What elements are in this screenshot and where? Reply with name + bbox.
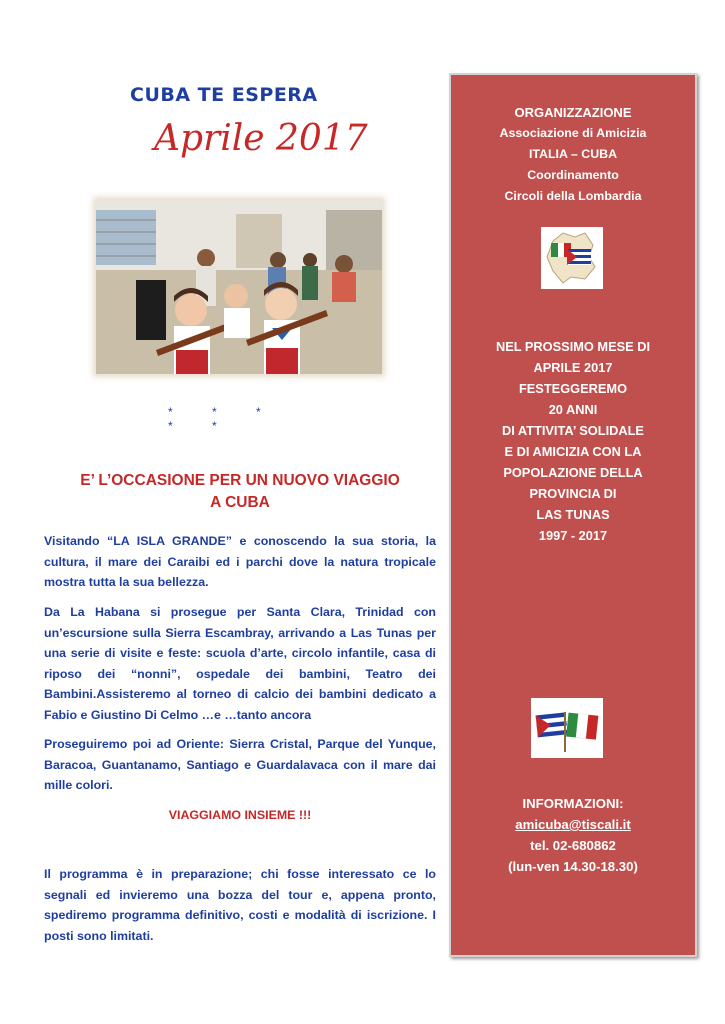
page-title: CUBA TE ESPERA — [130, 84, 318, 106]
section-heading — [42, 470, 438, 514]
org-line: Coordinamento — [527, 168, 619, 182]
intro-paragraph: Visitando “LA ISLA GRANDE” e conoscendo la sua storia, la cultura, il mare dei Caraibi ed i parchi dove la natura tropicale mostra tutta la sua bellezza. — [44, 534, 436, 589]
news-line: DI ATTIVITA’ SOLIDALE — [502, 423, 644, 438]
news-line: FESTEGGEREMO — [518, 381, 628, 396]
org-line: ORGANIZZAZIONE — [514, 105, 632, 120]
program-paragraph: Il programma è in preparazione; chi fosse interessato ce lo segnali ed invieremo una bozza del tour e, appena pronto, spediremo programma definitivo, costi e modalità di iscrizione. I posti sono limitati. — [44, 867, 436, 943]
news-line: APRILE 2017 — [533, 360, 613, 375]
news-line: LAS TUNAS — [536, 507, 610, 522]
news-line: 1997 - 2017 — [538, 528, 608, 543]
news-line: NEL PROSSIMO MESE DI — [495, 339, 651, 354]
contact-block — [451, 793, 695, 877]
itinerary-paragraph: Da La Habana si prosegue per Santa Clara, Trinidad con un’escursione sulla Sierra Escambray, arrivando a Las Tunas per una serie di visite e feste: scuola d’arte, circolo infantile, casa di riposo dei “nonni”, ospedale dei bambini, Teatro dei Bambini.Assisteremo al torneo di calcio dei bambini dedicato a Fabio e Giustino Di Celmo …e …tanto ancora — [44, 605, 436, 722]
office-hours: (lun-ven 14.30-18.30) — [508, 859, 638, 874]
info-title: INFORMAZIONI: — [522, 796, 624, 811]
anniversary-block — [451, 336, 695, 546]
children-violin-photo — [96, 200, 382, 374]
decorative-stars: * * * * * — [168, 405, 279, 433]
heading-line-1: E’ L’OCCASIONE PER UN NUOVO VIAGGIO — [80, 472, 400, 489]
page-subtitle: Aprile 2017 — [154, 118, 368, 159]
cuba-italy-flags-logo — [531, 698, 603, 758]
org-line: Circoli della Lombardia — [504, 189, 642, 203]
sidebar-panel — [449, 73, 697, 957]
phone-number: tel. 02-680862 — [530, 838, 616, 853]
news-line: PROVINCIA DI — [529, 486, 617, 501]
email-link[interactable]: amicuba@tiscali.it — [515, 817, 631, 832]
organization-block — [451, 102, 695, 207]
oriente-paragraph: Proseguiremo poi ad Oriente: Sierra Cristal, Parque del Yunque, Baracoa, Guantanamo, Santiago e Guardalavaca con il mare dai mille colori. — [44, 737, 436, 792]
org-line: ITALIA – CUBA — [528, 147, 618, 161]
news-line: 20 ANNI — [548, 402, 598, 417]
travel-together-callout: VIAGGIAMO INSIEME !!! — [168, 808, 312, 822]
lombardia-cuba-logo — [541, 227, 603, 289]
org-line: Associazione di Amicizia — [499, 126, 647, 140]
news-line: POPOLAZIONE DELLA — [503, 465, 643, 480]
heading-line-2: A CUBA — [210, 494, 270, 511]
news-line: E DI AMICIZIA CON LA — [504, 444, 642, 459]
